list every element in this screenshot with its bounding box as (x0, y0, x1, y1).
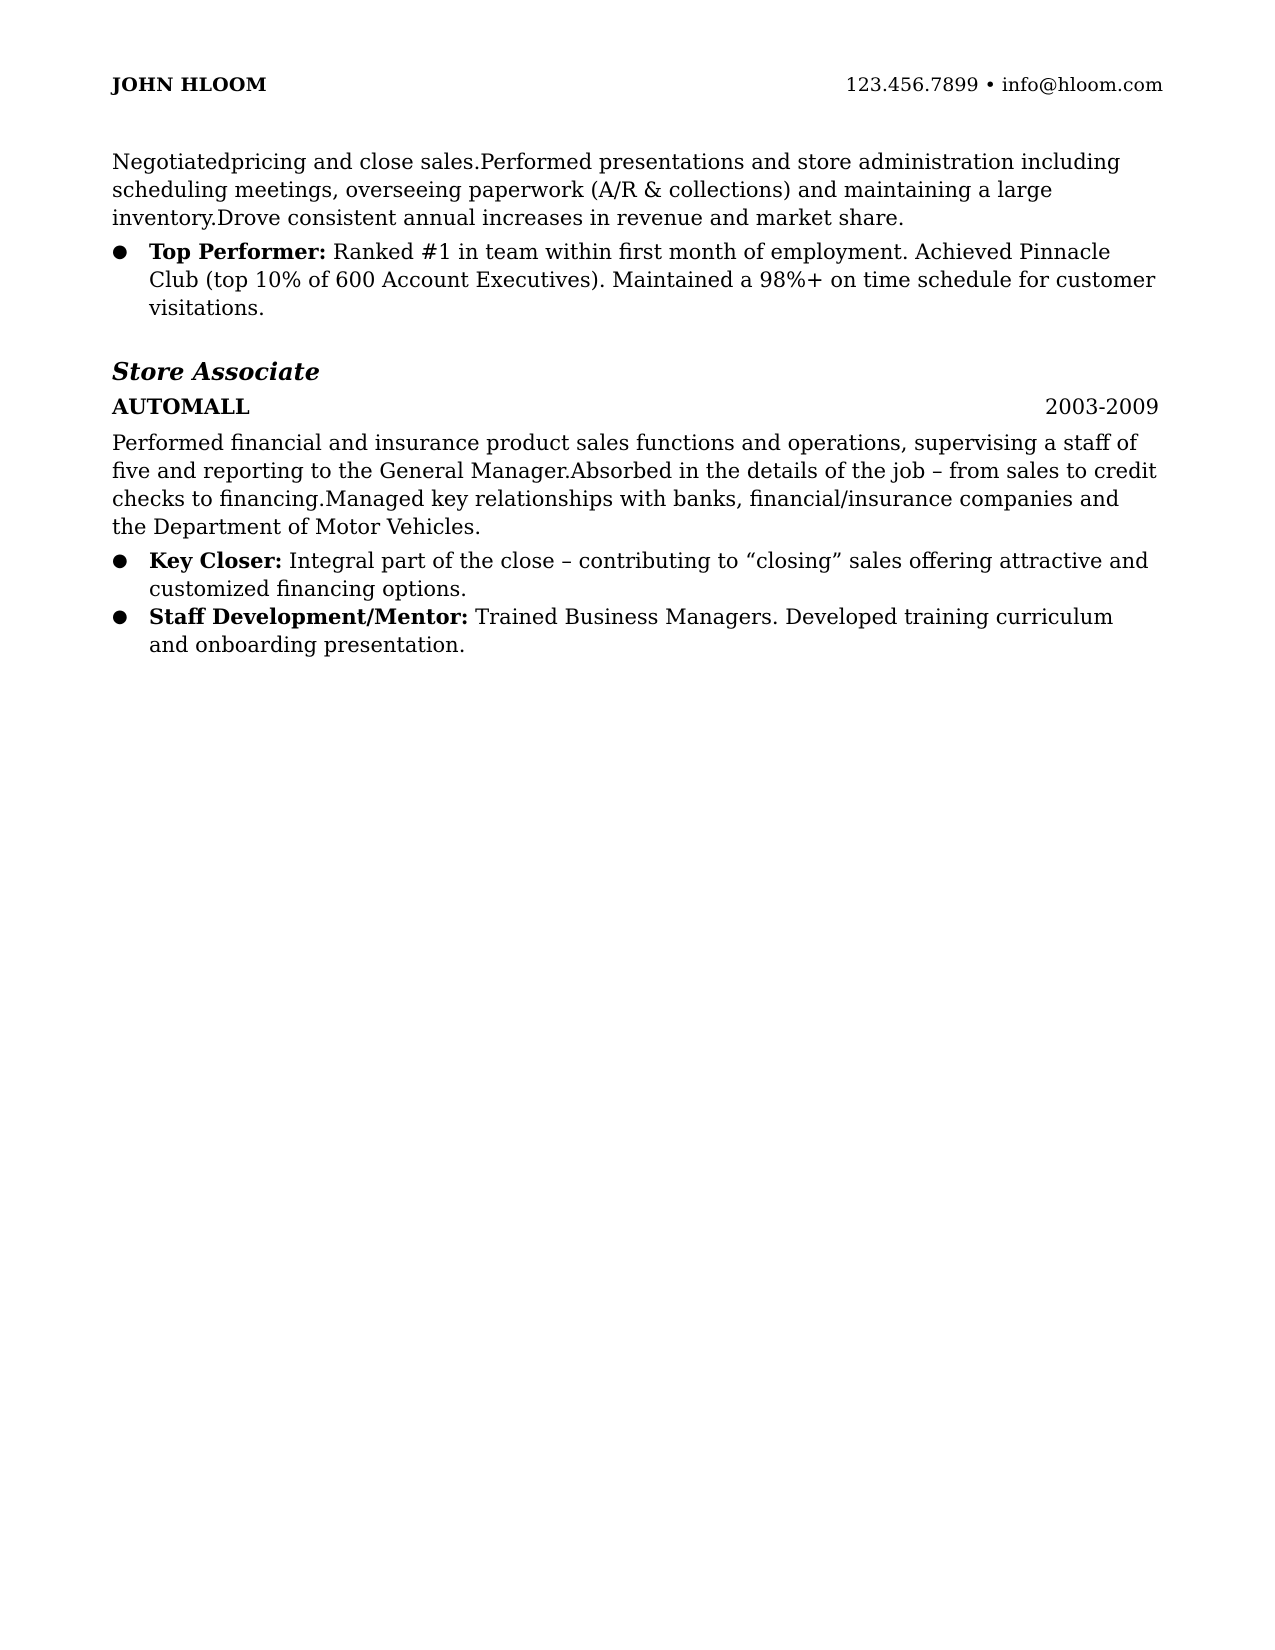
achievement-text: Trained Business Managers. Developed training curriculum and onboarding presentation. (149, 605, 1114, 657)
achievement-label: Key Closer: (149, 548, 283, 573)
resume-body (112, 148, 1159, 659)
employment-dates: 2003-2009 (1045, 395, 1159, 419)
achievement-text: Integral part of the close – contributing to “closing” sales offering attractive and customized financing options. (149, 549, 1149, 601)
bullet-icon: ● (112, 550, 128, 571)
achievement-item (112, 603, 1159, 659)
contact-info: 123.456.7899 • info@hloom.com (845, 74, 1163, 96)
job-description: Negotiatedpricing and close sales.Performed presentations and store administration including scheduling meetings, overseeing paperwork (A/R & collections) and maintaining a large inventory.Drove consistent annual increases in revenue and market share. (112, 150, 1121, 230)
achievement-list (112, 238, 1159, 322)
bullet-icon: ● (112, 606, 128, 627)
bullet-icon: ● (112, 241, 128, 262)
achievement-list (112, 547, 1159, 659)
page-header (112, 74, 1163, 102)
job-description: Performed financial and insurance product sales functions and operations, supervising a staff of five and reporting to the General Manager.Absorbed in the details of the job – from sales to credit checks to financing.Managed key relationships with banks, financial/insurance companies and the Department of Motor Vehicles. (112, 431, 1157, 539)
company-line (112, 393, 1159, 421)
achievement-text: Ranked #1 in team within first month of employment. Achieved Pinnacle Club (top 10% of 600 Account Executives). Maintained a 98%+ on time schedule for customer visitations. (149, 240, 1156, 320)
achievement-label: Staff Development/Mentor: (149, 604, 469, 629)
candidate-name: JOHN HLOOM (112, 74, 267, 96)
achievement-item (112, 547, 1159, 603)
achievement-label: Top Performer: (149, 239, 327, 264)
achievement-item (112, 238, 1159, 322)
job-title: Store Associate (112, 357, 320, 386)
company-name: AUTOMALL (112, 394, 250, 419)
